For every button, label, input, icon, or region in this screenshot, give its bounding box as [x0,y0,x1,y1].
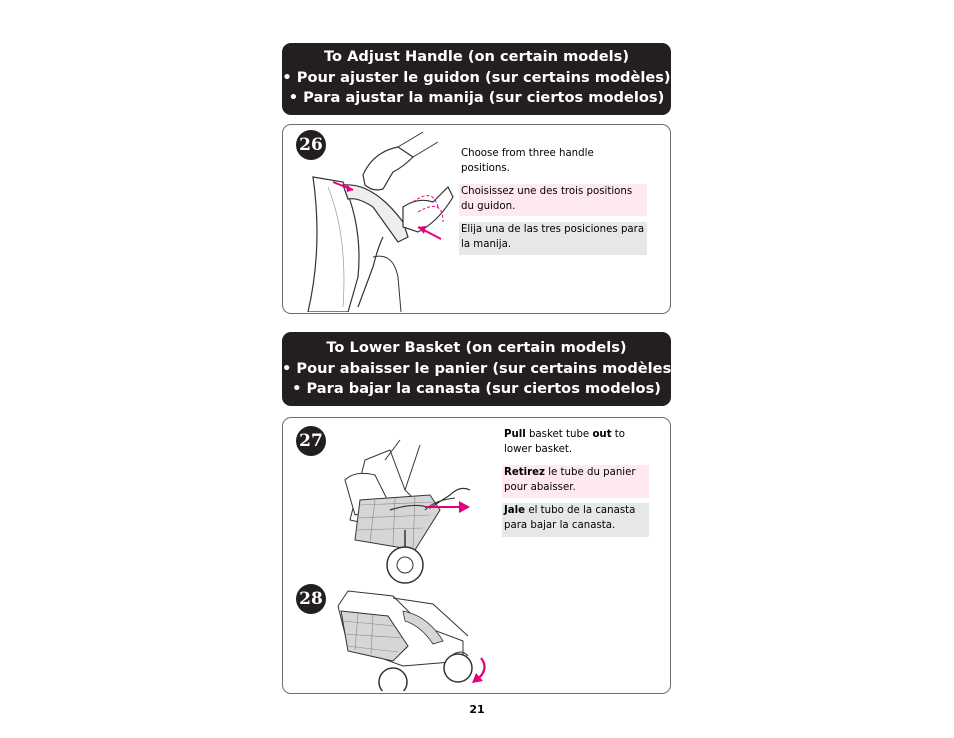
header-line-en: To Adjust Handle (on certain models) [323,48,630,65]
section-header-adjust-handle [282,43,671,115]
step-27-en-bold-out: out [592,429,612,440]
header-line-fr: • Pour ajuster le guidon (sur certains modèles) [282,68,671,86]
step-27-es-bold: Jale [504,505,526,516]
header-line-fr: • Pour abaisser le panier (sur certains modèles) [282,359,678,377]
step-27-fr-bold: Retirez [504,467,545,478]
page-number: 21 [469,703,485,716]
curved-down-arrow-icon [467,656,491,686]
step-number-28: 28 [296,584,326,614]
pull-arrow-icon [423,499,473,515]
step-27-en-text: basket tube [525,429,593,440]
step-26-panel [282,124,671,314]
step-27-text-en [502,427,647,458]
handle-adjust-illustration [303,127,463,312]
step-27-text-es [502,503,649,537]
step-number-27: 27 [296,426,326,456]
step-27-en-text-end: to lower basket. [504,429,626,455]
step-27-fr-text: le tube du panier pour abaisser. [504,467,636,493]
header-line-en: To Lower Basket (on certain models) [326,339,627,356]
step-26-text-en: Choose from three handle positions. [461,148,594,174]
step-number-26: 26 [296,130,326,160]
step-26-text-es: Elija una de las tres posiciones para la manija. [459,222,647,255]
header-line-es: • Para bajar la canasta (sur ciertos modelos) [292,380,661,397]
step-27-en-bold-pull: Pull [504,429,526,440]
section-header-lower-basket [282,332,678,406]
step-26-text-fr: Choisissez une des trois positions du guidon. [459,184,647,216]
step-27-es-text: el tubo de la canasta para bajar la canasta. [504,505,636,531]
step-27-text-fr [502,465,649,498]
step-27-28-panel [282,417,671,694]
header-line-es: • Para ajustar la manija (sur ciertos modelos) [288,89,665,106]
